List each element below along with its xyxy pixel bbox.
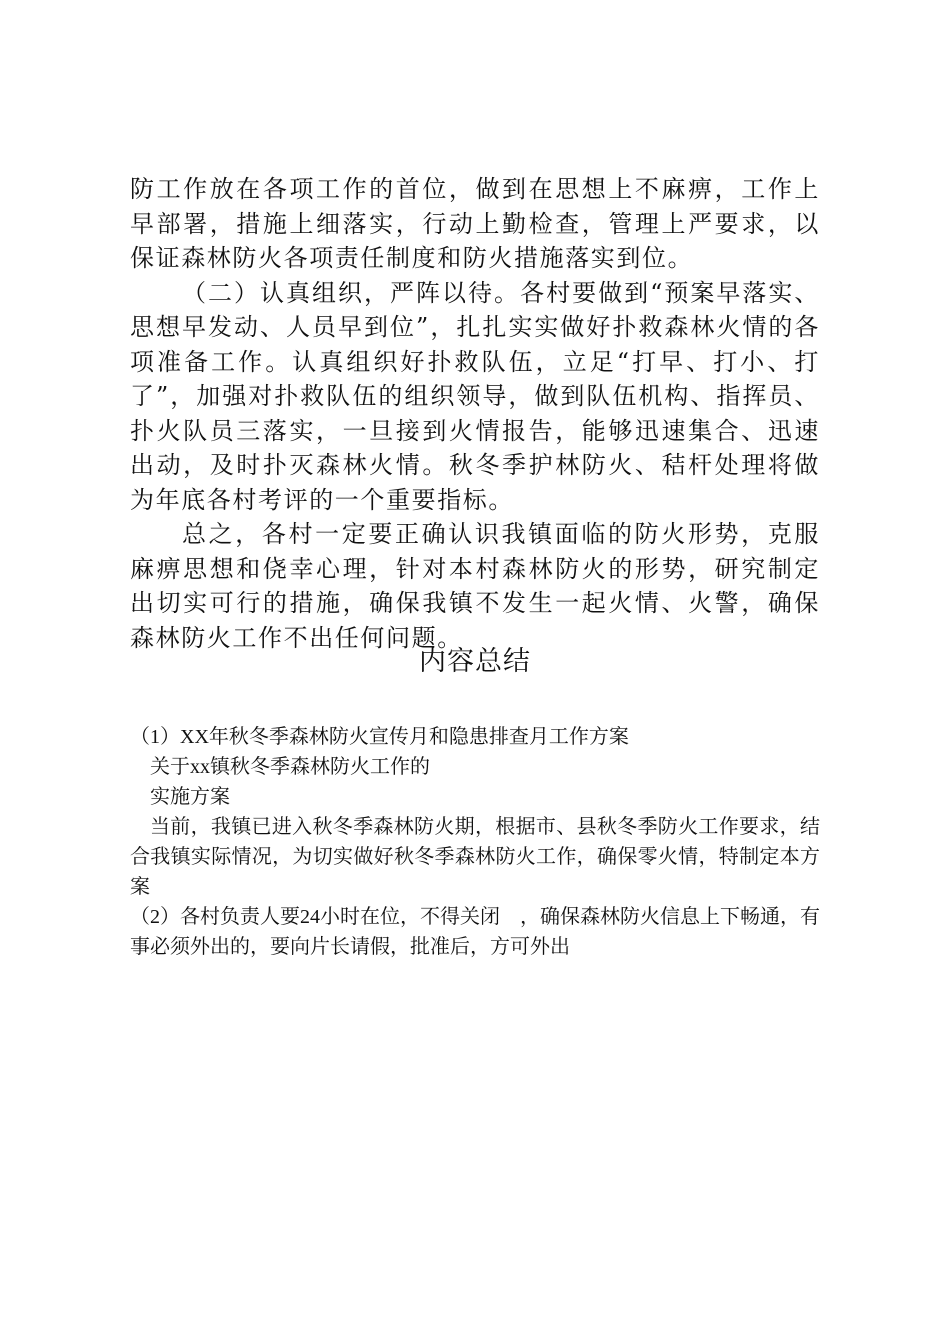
summary-item-1-subtitle-line-1: 关于xx镇秋冬季森林防火工作的 [150,756,430,778]
body-paragraph-continuation: 防工作放在各项工作的首位，做到在思想上不麻痹，工作上早部署，措施上细落实，行动上勤检查，管理上严要求，以保证森林防火各项责任制度和防火措施落实到位。 [130,175,820,272]
summary-item-1-subtitle-line-2: 实施方案 [150,786,230,808]
summary-item-2: （2）各村负责人要24小时在位，不得关闭 ，确保森林防火信息上下畅通，有事必须外出的，要向片长请假，批准后，方可外出 [130,906,820,958]
summary-item-1-body: 当前，我镇已进入秋冬季森林防火期，根据市、县秋冬季防火工作要求，结合我镇实际情况，为切实做好秋冬季森林防火工作，确保零火情，特制定本方案 [130,816,820,898]
body-paragraph-section-two: （二）认真组织，严阵以待。各村要做到“预案早落实、思想早发动、人员早到位”，扎扎实实做好扑救森林火情的各项准备工作。认真组织好扑救队伍，立足“打早、打小、打了”，加强对扑救队伍的组织领导，做到队伍机构、指挥员、扑火队员三落实，一旦接到火情报告，能够迅速集合、迅速出动，及时扑灭森林火情。秋冬季护林防火、秸杆处理将做为年底各村考评的一个重要指标。 [130,278,820,514]
summary-title: 内容总结 [419,646,531,677]
document-body [130,172,820,655]
summary-item-1-heading: （1）XX年秋冬季森林防火宣传月和隐患排查月工作方案 [130,726,629,748]
summary-section [130,722,820,962]
body-paragraph-conclusion: 总之，各村一定要正确认识我镇面临的防火形势，克服麻痹思想和侥幸心理，针对本村森林防火的形势，研究制定出切实可行的措施，确保我镇不发生一起火情、火警，确保森林防火工作不出任何问题。 [130,520,820,652]
